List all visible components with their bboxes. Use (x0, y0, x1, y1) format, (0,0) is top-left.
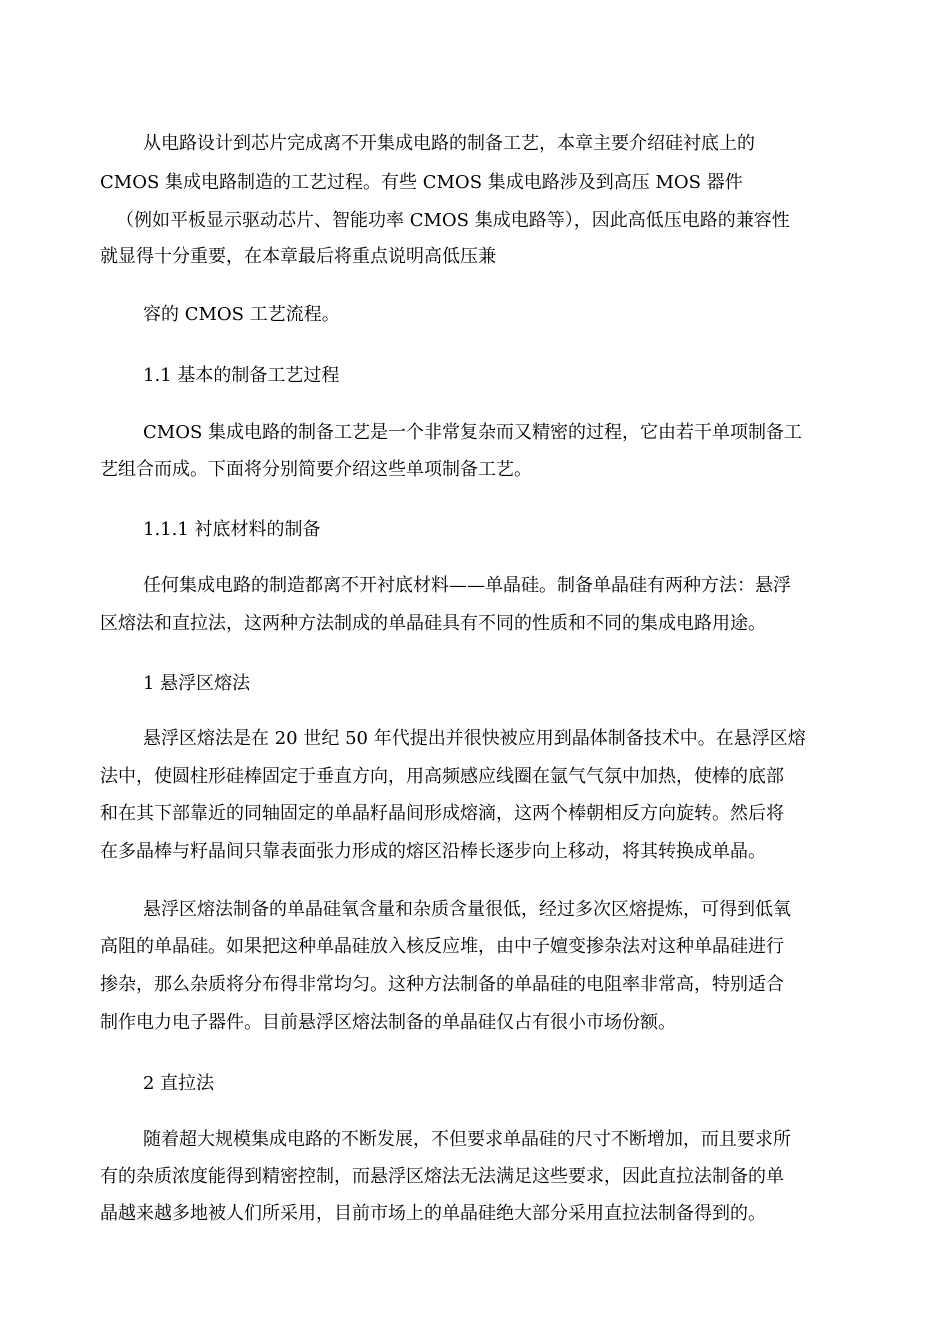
section-1-1-1-line-1: 任何集成电路的制造都离不开衬底材料——单晶硅。制备单晶硅有两种方法：悬浮 (143, 575, 791, 596)
float-zone-p1-line-1: 悬浮区熔法是在 20 世纪 50 年代提出并很快被应用到晶体制备技术中。在悬浮区熔 (143, 728, 806, 749)
czochralski-line-2: 有的杂质浓度能得到精密控制，而悬浮区熔法无法满足这些要求，因此直拉法制备的单 (100, 1166, 784, 1187)
section-heading-1-1-1: 1.1.1 衬底材料的制备 (143, 519, 321, 540)
float-zone-p1-line-2: 法中，使圆柱形硅棒固定于垂直方向，用高频感应线圈在氩气气氛中加热，使棒的底部 (100, 766, 784, 787)
intro-continuation: 容的 CMOS 工艺流程。 (143, 304, 340, 325)
intro-line-1: 从电路设计到芯片完成离不开集成电路的制备工艺，本章主要介绍硅衬底上的 (143, 133, 755, 154)
float-zone-p2-line-2: 高阻的单晶硅。如果把这种单晶硅放入核反应堆，由中子嬗变掺杂法对这种单晶硅进行 (100, 936, 784, 957)
section-1-1-line-1: CMOS 集成电路的制备工艺是一个非常复杂而又精密的过程，它由若干单项制备工 (143, 422, 803, 443)
float-zone-p1-line-3: 和在其下部靠近的同轴固定的单晶籽晶间形成熔滴，这两个棒朝相反方向旋转。然后将 (100, 803, 784, 824)
intro-line-4: 就显得十分重要，在本章最后将重点说明高低压兼 (100, 246, 496, 267)
intro-line-2: CMOS 集成电路制造的工艺过程。有些 CMOS 集成电路涉及到高压 MOS 器件 (100, 172, 743, 193)
subsection-heading-float-zone: 1 悬浮区熔法 (143, 673, 251, 694)
intro-line-3: （例如平板显示驱动芯片、智能功率 CMOS 集成电路等），因此高低压电路的兼容性 (116, 210, 790, 231)
float-zone-p2-line-1: 悬浮区熔法制备的单晶硅氧含量和杂质含量很低，经过多次区熔提炼，可得到低氧 (143, 899, 791, 920)
section-1-1-1-line-2: 区熔法和直拉法，这两种方法制成的单晶硅具有不同的性质和不同的集成电路用途。 (100, 613, 766, 634)
section-1-1-line-2: 艺组合而成。下面将分别简要介绍这些单项制备工艺。 (100, 459, 532, 480)
float-zone-p1-line-4: 在多晶棒与籽晶间只靠表面张力形成的熔区沿棒长逐步向上移动，将其转换成单晶。 (100, 841, 766, 862)
subsection-heading-czochralski: 2 直拉法 (143, 1073, 215, 1094)
czochralski-line-3: 晶越来越多地被人们所采用，目前市场上的单晶硅绝大部分采用直拉法制备得到的。 (100, 1203, 766, 1224)
float-zone-p2-line-4: 制作电力电子器件。目前悬浮区熔法制备的单晶硅仅占有很小市场份额。 (100, 1012, 676, 1033)
section-heading-1-1: 1.1 基本的制备工艺过程 (143, 365, 340, 386)
float-zone-p2-line-3: 掺杂，那么杂质将分布得非常均匀。这种方法制备的单晶硅的电阻率非常高，特别适合 (100, 974, 784, 995)
czochralski-line-1: 随着超大规模集成电路的不断发展，不但要求单晶硅的尺寸不断增加，而且要求所 (143, 1129, 791, 1150)
